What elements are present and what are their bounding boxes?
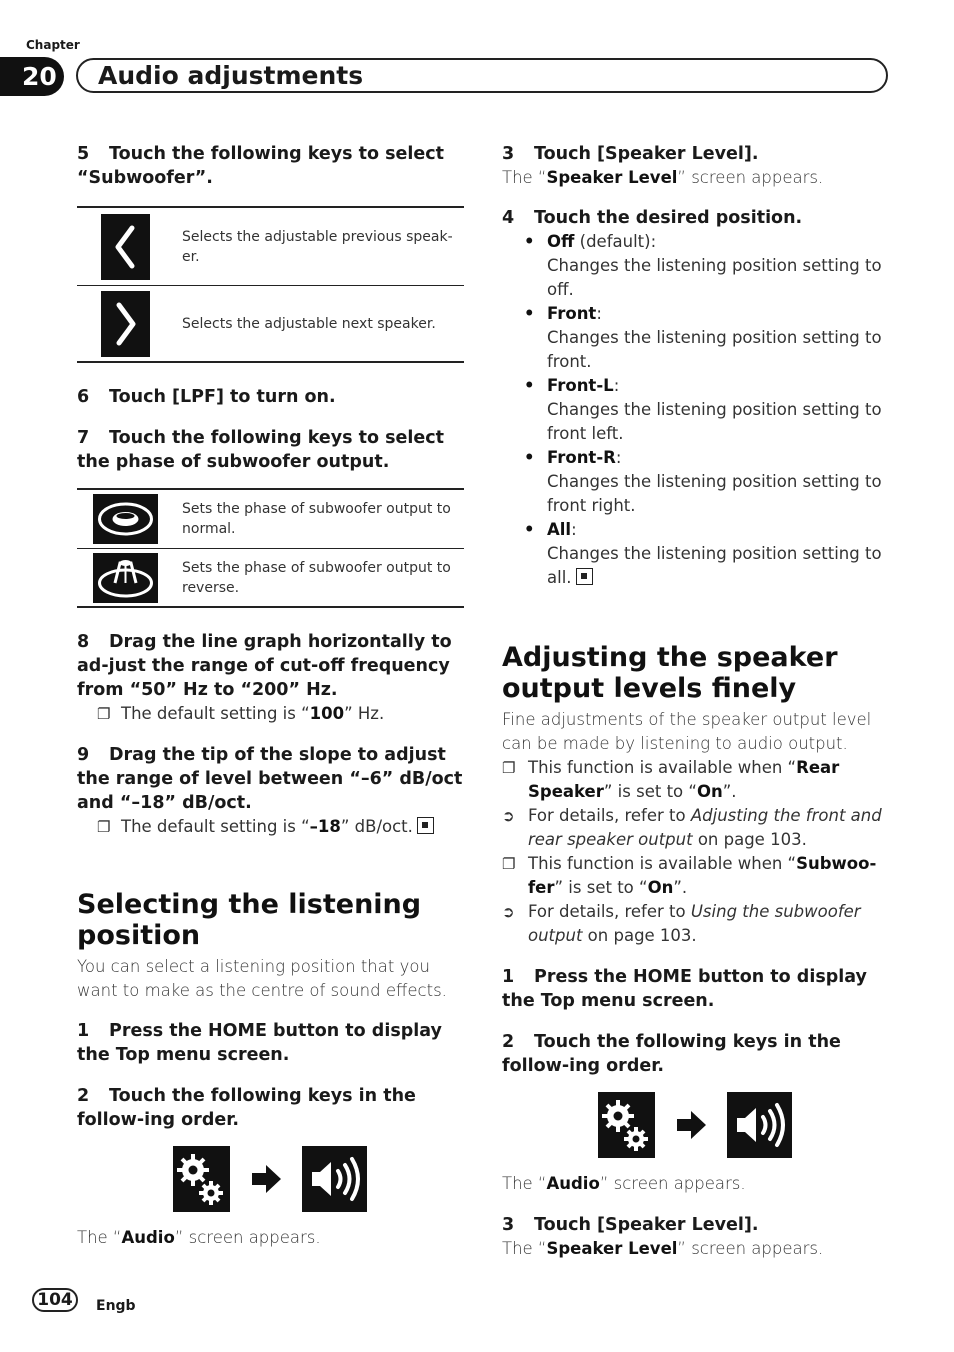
chapter-title: Audio adjustments — [76, 58, 888, 93]
note-marker-icon: ❐ — [97, 705, 111, 723]
step-3-result: The “Speaker Level” screen appears. — [502, 168, 824, 187]
section-intro: Fine adjustments of the speaker output level can be made by listening to audio output. — [502, 710, 872, 753]
left-column — [77, 142, 464, 1250]
key-desc: Selects the adjustable previous speak-er. — [182, 228, 453, 265]
step-9: 9 Drag the tip of the slope to adjust the range of level between “–6” dB/oct and “–18” dB/oct. — [77, 745, 463, 813]
reference-arrow-icon: ➲ — [502, 807, 515, 825]
audio-speaker-icon[interactable] — [302, 1146, 367, 1212]
step-1-home: 1 Press the HOME button to display the Top menu screen. — [77, 1021, 442, 1065]
list-item: • All: Changes the listening position setting to all. — [524, 520, 882, 587]
key-row-reverse — [77, 548, 464, 606]
note-marker-icon: ❐ — [502, 759, 516, 777]
key-row-previous — [77, 208, 464, 285]
ref-front-rear: ➲ For details, refer to Adjusting the front and rear speaker output on page 103. — [502, 806, 882, 849]
bullet-icon: • — [524, 448, 535, 467]
note-marker-icon: ❐ — [502, 855, 516, 873]
step-3-listening: 3 Touch [Speaker Level]. — [502, 144, 759, 164]
key-sequence — [502, 1092, 892, 1158]
chevron-left-icon[interactable] — [101, 214, 150, 280]
chevron-right-icon[interactable] — [101, 291, 150, 357]
end-mark-icon — [576, 568, 593, 585]
speaker-normal-phase-icon[interactable] — [93, 494, 158, 544]
list-item: • Off (default): Changes the listening position setting to off. — [524, 232, 882, 299]
key-desc: Selects the adjustable next speaker. — [182, 315, 436, 332]
bullet-icon: • — [524, 232, 535, 251]
step-7: 7 Touch the following keys to select the phase of subwoofer output. — [77, 428, 445, 472]
ref-link[interactable]: Adjusting the front and rear speaker output — [528, 806, 882, 849]
step-2-keys: 2 Touch the following keys in the follow-ing order. — [77, 1086, 416, 1130]
key-sequence — [77, 1146, 464, 1212]
note-rear-speaker: ❐ This function is available when “Rear Speaker” is set to “On”. — [502, 758, 840, 801]
note-default-slope: ❐ The default setting is “–18” dB/oct. — [77, 815, 464, 839]
bullet-icon: • — [524, 376, 535, 395]
ref-link[interactable]: Using the subwoofer output — [528, 902, 861, 945]
section-intro: You can select a listening position that you want to make as the centre of sound effects. — [77, 957, 447, 1000]
speaker-key-table — [77, 206, 464, 363]
note-marker-icon: ❐ — [97, 818, 111, 836]
page-number: 104 — [32, 1288, 78, 1312]
speaker-reverse-phase-icon[interactable] — [93, 553, 158, 603]
list-item: • Front: Changes the listening position setting to front. — [524, 304, 882, 371]
reference-arrow-icon: ➲ — [502, 903, 515, 921]
key-row-normal — [77, 490, 464, 548]
chapter-number: 20 — [0, 57, 64, 96]
arrow-right-icon — [230, 1162, 302, 1196]
bullet-icon: • — [524, 304, 535, 323]
settings-gear-icon[interactable] — [173, 1146, 230, 1212]
note-subwoofer: ❐ This function is available when “Subwoo-fer” is set to “On”. — [502, 854, 877, 897]
section-title-speaker-levels: Adjusting the speaker output levels finely — [502, 642, 838, 704]
result-text: The “Audio” screen appears. — [77, 1228, 321, 1247]
settings-gear-icon[interactable] — [598, 1092, 655, 1158]
language-code: Engb — [96, 1298, 136, 1314]
note-default-frequency: ❐ The default setting is “100” Hz. — [77, 702, 464, 726]
key-row-next — [77, 285, 464, 361]
key-desc: Sets the phase of subwoofer output to reverse. — [182, 559, 451, 596]
step-1-home: 1 Press the HOME button to display the Top menu screen. — [502, 967, 867, 1011]
arrow-right-icon — [655, 1108, 727, 1142]
audio-speaker-icon[interactable] — [727, 1092, 792, 1158]
list-item: • Front-L: Changes the listening position setting to front left. — [524, 376, 882, 443]
list-item: • Front-R: Changes the listening position setting to front right. — [524, 448, 882, 515]
ref-subwoofer: ➲ For details, refer to Using the subwoofer output on page 103. — [502, 902, 861, 945]
phase-key-table — [77, 488, 464, 608]
step-6: 6 Touch [LPF] to turn on. — [77, 387, 336, 407]
step-4-position: 4 Touch the desired position. — [502, 208, 803, 228]
end-mark-icon — [417, 817, 434, 834]
right-column — [502, 142, 892, 1261]
step-8: 8 Drag the line graph horizontally to ad-just the range of cut-off frequency from “50” Hz to “200” Hz. — [77, 632, 452, 700]
bullet-icon: • — [524, 520, 535, 539]
result-text: The “Audio” screen appears. — [502, 1174, 746, 1193]
step-2-keys: 2 Touch the following keys in the follow-ing order. — [502, 1032, 841, 1076]
step-5: 5 Touch the following keys to select “Subwoofer”. — [77, 144, 445, 188]
key-desc: Sets the phase of subwoofer output to normal. — [182, 501, 451, 537]
chapter-label: Chapter — [26, 38, 80, 52]
step-3-result: The “Speaker Level” screen appears. — [502, 1239, 824, 1258]
section-title-listening-position: Selecting the listening position — [77, 889, 422, 951]
step-3-speaker-level: 3 Touch [Speaker Level]. — [502, 1215, 759, 1235]
